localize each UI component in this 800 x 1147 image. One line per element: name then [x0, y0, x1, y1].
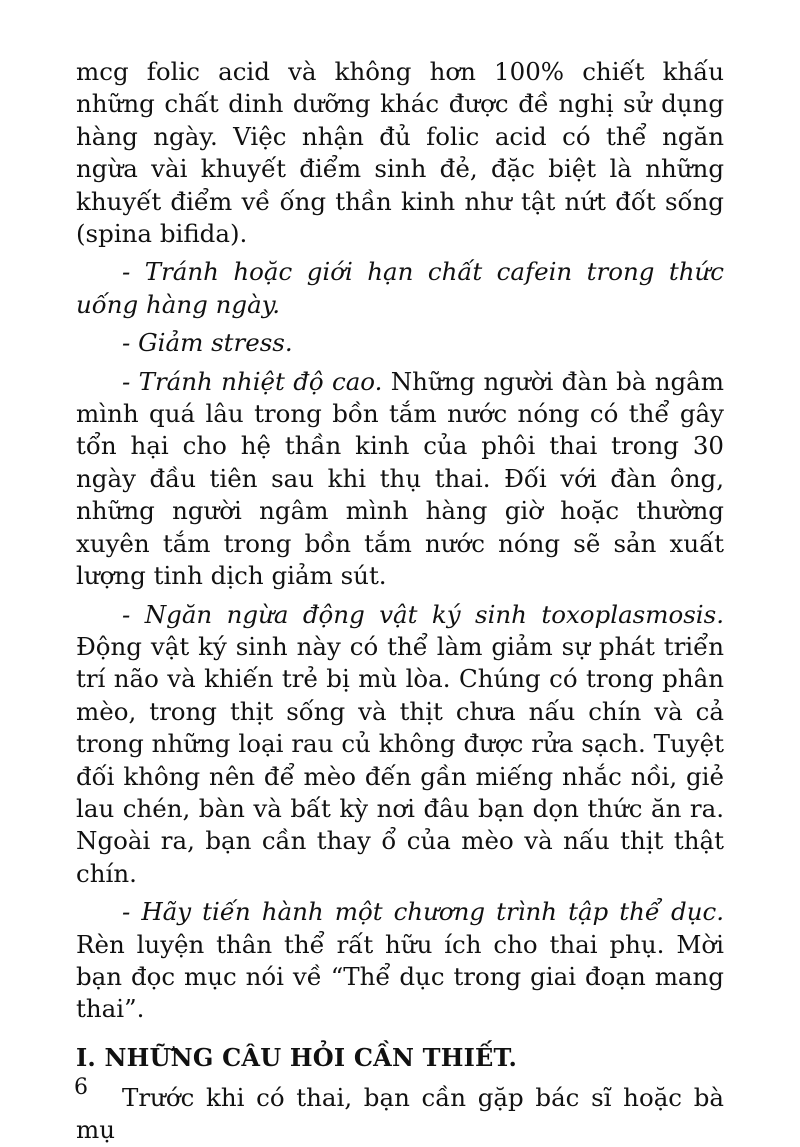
advice-item-caffeine	[76, 256, 724, 321]
advice-text: Động vật ký sinh này có thể làm giảm sự phát triển trí não và khiến trẻ bị mù lòa. Chúng có trong phân mèo, trong thịt sống và thịt chưa nấu chín và cả trong những loại rau củ không được rửa sạch. Tuyệt đối không nên để mèo đến gần miếng nhắc nồi, giẻ lau chén, bàn và bất kỳ nơi đâu bạn dọn thức ăn ra. Ngoài ra, bạn cần thay ổ của mèo và nấu thịt thật chín.	[76, 631, 724, 888]
closing-paragraph: Trước khi có thai, bạn cần gặp bác sĩ hoặc bà mụ	[76, 1082, 724, 1145]
advice-item-exercise	[76, 896, 724, 1026]
advice-lead: - Tránh nhiệt độ cao.	[122, 366, 383, 396]
advice-lead: - Tránh hoặc giới hạn chất cafein trong thức uống hàng ngày.	[76, 257, 724, 319]
advice-text: Những người đàn bà ngâm mình quá lâu trong bồn tắm nước nóng có thể gây tổn hại cho hệ thần kinh của phôi thai trong 30 ngày đầu tiên sau khi thụ thai. Đối với đàn ông, những người ngâm mình hàng giờ hoặc thường xuyên tắm trong bồn tắm nước nóng sẽ sản xuất lượng tinh dịch giảm sút.	[76, 366, 724, 591]
advice-lead: - Hãy tiến hành một chương trình tập thể dục.	[122, 897, 724, 927]
advice-item-toxoplasmosis	[76, 599, 724, 891]
page-body	[76, 56, 724, 1147]
advice-item-stress	[76, 327, 724, 359]
advice-item-heat	[76, 366, 724, 593]
advice-lead: - Ngăn ngừa động vật ký sinh toxoplasmosis.	[122, 599, 724, 629]
page-number: 6	[74, 1075, 88, 1100]
advice-text: Rèn luyện thân thể rất hữu ích cho thai phụ. Mời bạn đọc mục nói về “Thể dục trong giai đoạn mang thai”.	[76, 929, 724, 1024]
advice-lead: - Giảm stress.	[122, 328, 293, 358]
section-heading: I. NHỮNG CÂU HỎI CẦN THIẾT.	[76, 1042, 518, 1072]
intro-paragraph: mcg folic acid và không hơn 100% chiết khấu những chất dinh dưỡng khác được đề nghị sử dụng hàng ngày. Việc nhận đủ folic acid có thể ngăn ngừa vài khuyết điểm sinh đẻ, đặc biệt là những khuyết điểm về ống thần kinh như tật nứt đốt sống (spina bifida).	[76, 57, 724, 249]
